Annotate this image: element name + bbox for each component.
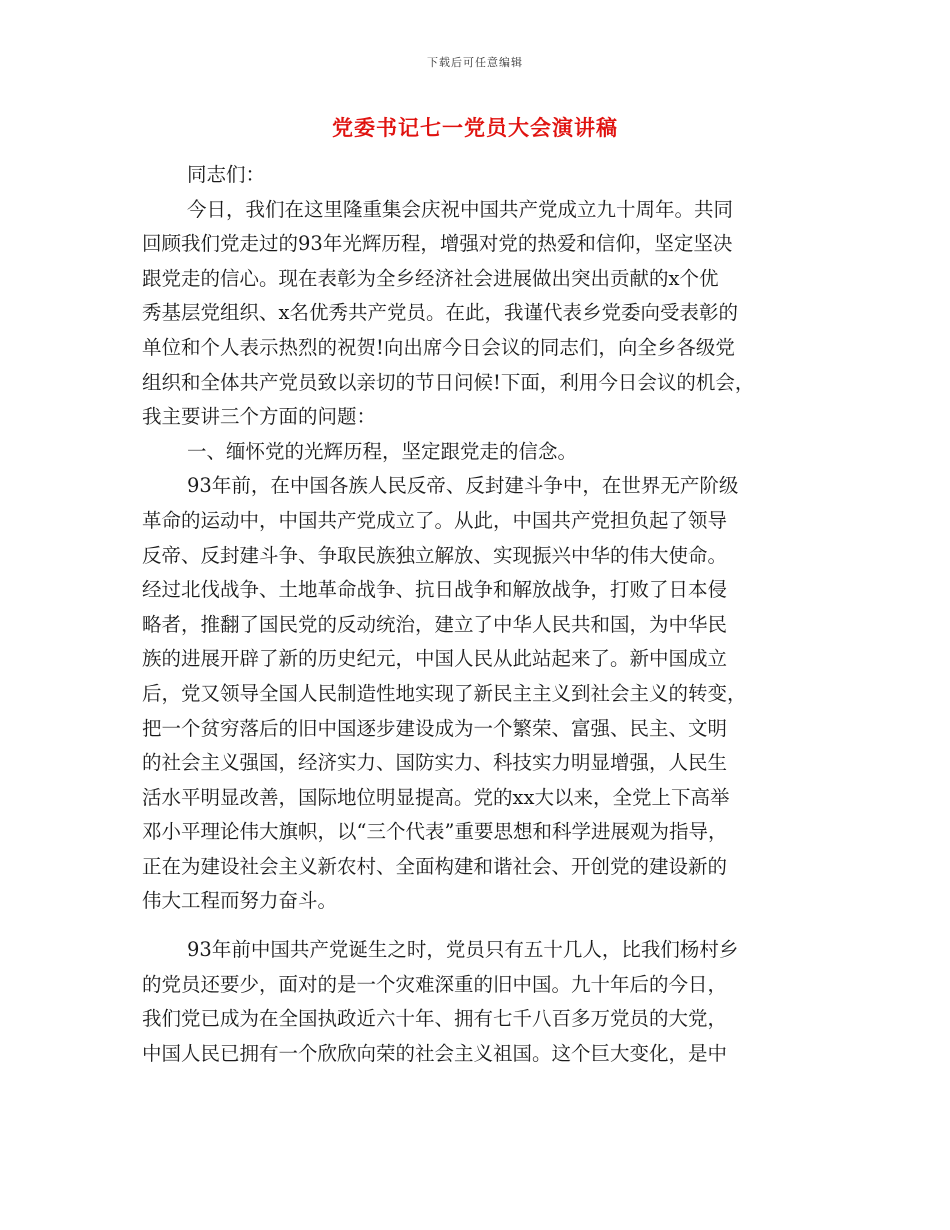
text-line: 我们党已成为在全国执政近六十年、拥有七千八百多万党员的大党，: [142, 1007, 728, 1031]
text-line: 组织和全体共产党员致以亲切的节日问候!下面，利用今日会议的机会，: [142, 370, 755, 394]
text-line: 单位和个人表示热烈的祝贺!向出席今日会议的同志们，向全乡各级党: [142, 335, 735, 359]
text-line: 跟党走的信心。现在表彰为全乡经济社会进展做出突出贡献的x个优: [142, 266, 719, 290]
text-line: 回顾我们党走过的93年光辉历程，增强对党的热爱和信仰，坚定坚决: [142, 232, 733, 256]
text-line: 后，党又领导全国人民制造性地实现了新民主主义到社会主义的转变，: [142, 681, 747, 705]
text-line: 活水平明显改善，国际地位明显提高。党的xx大以来，全党上下高举: [142, 785, 730, 809]
page-header-note: 下载后可任意编辑: [427, 56, 523, 69]
text-line: 把一个贫穷落后的旧中国逐步建设成为一个繁荣、富强、民主、文明: [142, 716, 728, 740]
text-line: 族的进展开辟了新的历史纪元，中国人民从此站起来了。新中国成立: [142, 647, 728, 671]
text-line: 一、缅怀党的光辉历程，坚定跟党走的信念。: [187, 439, 578, 463]
text-line: 伟大工程而努力奋斗。: [142, 889, 338, 913]
text-line: 经过北伐战争、土地革命战争、抗日战争和解放战争，打败了日本侵: [142, 578, 728, 602]
text-line: 秀基层党组织、x名优秀共产党员。在此，我谨代表乡党委向受表彰的: [142, 301, 738, 325]
text-line: 正在为建设社会主义新农村、全面构建和谐社会、开创党的建设新的: [142, 854, 728, 878]
text-line: 略者，推翻了国民党的反动统治，建立了中华人民共和国，为中华民: [142, 612, 728, 636]
paragraph-gap: [142, 919, 812, 933]
document-title: 党委书记七一党员大会演讲稿: [332, 115, 618, 140]
text-line: 同志们：: [187, 163, 266, 186]
document-body: [142, 158, 812, 1071]
text-line: 的社会主义强国，经济实力、国防实力、科技实力明显增强，人民生: [142, 751, 728, 775]
text-line: 反帝、反封建斗争、争取民族独立解放、实现振兴中华的伟大使命。: [142, 543, 728, 567]
text-line: 革命的运动中，中国共产党成立了。从此，中国共产党担负起了领导: [142, 508, 728, 532]
text-line: 邓小平理论伟大旗帜，以“三个代表”重要思想和科学进展观为指导，: [142, 820, 728, 844]
text-line: 今日，我们在这里隆重集会庆祝中国共产党成立九十周年。共同: [187, 197, 734, 221]
text-line: 中国人民已拥有一个欣欣向荣的社会主义祖国。这个巨大变化，是中: [142, 1041, 728, 1065]
text-line: 我主要讲三个方面的问题：: [142, 405, 377, 429]
text-line: 93年前中国共产党诞生之时，党员只有五十几人，比我们杨村乡: [187, 938, 739, 962]
text-line: 的党员还要少，面对的是一个灾难深重的旧中国。九十年后的今日，: [142, 972, 728, 996]
text-line: 93年前，在中国各族人民反帝、反封建斗争中，在世界无产阶级: [187, 474, 739, 498]
